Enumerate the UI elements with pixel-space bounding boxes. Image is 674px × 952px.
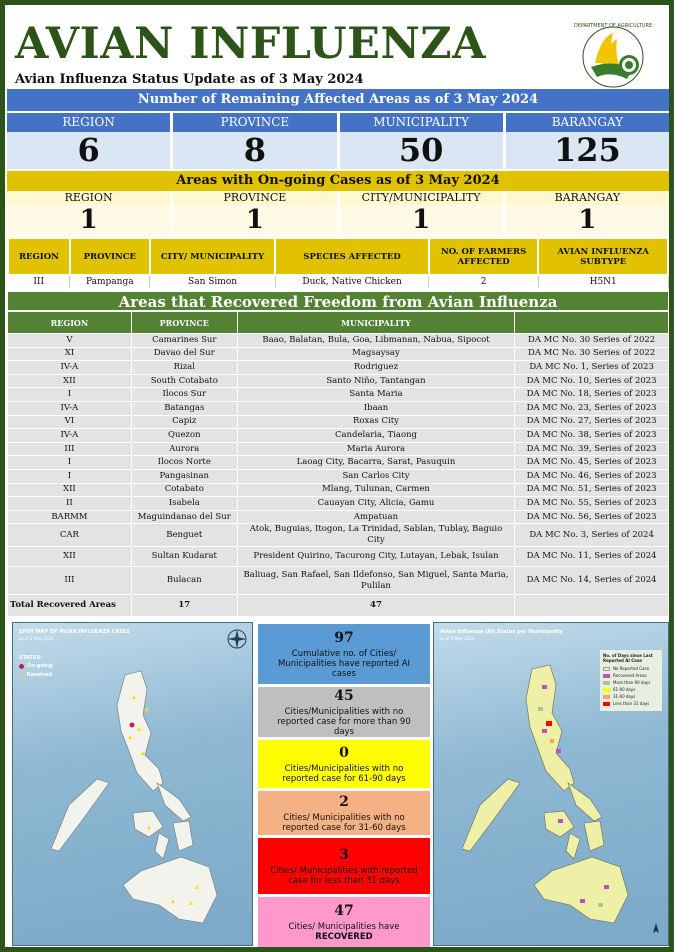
column-header: MUNICIPALITY	[237, 312, 515, 334]
recovered-title-part1: Areas	[118, 293, 166, 311]
summary-text: Cities/ Municipalities with reported case for less than 31 days	[270, 865, 418, 886]
legend-label: Less than 31 days	[613, 701, 650, 706]
total-province: 17	[131, 595, 237, 617]
stat-label: REGION	[7, 191, 170, 205]
summary-text: Cities/Municipalities with no reported case for more than 90 days	[277, 706, 411, 737]
legend-title: STATUS:	[19, 655, 43, 661]
stat-label: BARANGAY	[506, 113, 669, 132]
table-cell: DA MC No. 11, Series of 2024	[515, 547, 669, 567]
stat-value: 1	[506, 205, 669, 235]
summary-value: 45	[334, 687, 354, 704]
total-row	[8, 595, 669, 617]
legend-label: 61-90 days	[613, 687, 636, 692]
table-cell: Capiz	[131, 415, 237, 429]
table-row	[8, 456, 669, 470]
ongoing-region	[7, 191, 170, 235]
stat-value: 8	[173, 132, 336, 169]
table-cell: III	[8, 275, 70, 288]
stat-label: MUNICIPALITY	[340, 113, 503, 132]
table-cell: San Simon	[150, 275, 276, 288]
table-cell: II	[8, 497, 132, 511]
column-header: SPECIES AFFECTED	[275, 238, 428, 275]
map-date: as of 3 May 2024	[19, 636, 54, 641]
stat-label: PROVINCE	[173, 113, 336, 132]
summary-recovered	[258, 897, 430, 947]
table-cell: Baao, Balatan, Bula, Goa, Libmanan, Nabua, Sipocot	[237, 334, 515, 348]
column-header: PROVINCE	[131, 312, 237, 334]
remaining-municipality	[340, 113, 503, 169]
column-header: NO. OF FARMERS AFFECTED	[429, 238, 539, 275]
table-cell: Maria Aurora	[237, 442, 515, 456]
total-empty	[515, 595, 669, 617]
table-row	[8, 415, 669, 429]
table-cell: Cotabato	[131, 483, 237, 497]
summary-cumulative	[258, 624, 430, 684]
table-row	[8, 361, 669, 375]
table-cell: Maguindanao del Sur	[131, 510, 237, 524]
table-cell: DA MC No. 3, Series of 2024	[515, 524, 669, 547]
column-header: PROVINCE	[70, 238, 150, 275]
summary-value: 3	[339, 846, 349, 863]
stat-label: CITY/MUNICIPALITY	[340, 191, 503, 205]
table-row	[8, 497, 669, 511]
philippines-map	[13, 623, 253, 946]
page-subtitle: Avian Influenza Status Update as of 3 May 2024	[15, 72, 364, 87]
legend-label: 31-60 days	[613, 694, 636, 699]
remaining-areas-header: Number of Remaining Affected Areas as of 3 May 2024	[7, 89, 669, 111]
column-header: CITY/ MUNICIPALITY	[150, 238, 276, 275]
legend-label: On-going	[27, 663, 53, 669]
recovered-title-part2: that Recovered Freedom from Avian Influenza	[165, 293, 558, 311]
table-cell: DA MC No. 18, Series of 2023	[515, 388, 669, 402]
summary-text: Cumulative no. of Cities/ Municipalities have reported AI cases	[277, 648, 411, 679]
philippines-map	[434, 623, 669, 946]
legend-title: No. of Days since Last Reported AI Case	[603, 653, 653, 663]
table-cell: Batangas	[131, 401, 237, 415]
table-row	[8, 510, 669, 524]
table-cell: DA MC No. 14, Series of 2024	[515, 567, 669, 595]
summary-value: 2	[339, 793, 349, 810]
page	[5, 5, 669, 947]
table-cell: CAR	[8, 524, 132, 547]
ongoing-stats	[7, 191, 669, 235]
remaining-province	[173, 113, 336, 169]
map-date: as of 3 May 2024	[440, 636, 475, 641]
recovered-table-body	[8, 334, 669, 617]
summary-text: Cities/Municipalities with no reported case for 61-90 days	[282, 763, 406, 784]
stat-value: 1	[340, 205, 503, 235]
recovered-areas-header	[7, 291, 669, 311]
table-cell: DA MC No. 55, Series of 2023	[515, 497, 669, 511]
summary-text: Cities/ Municipalities have	[288, 921, 400, 932]
table-row	[8, 524, 669, 547]
table-row	[8, 374, 669, 388]
table-cell: H5N1	[538, 275, 668, 288]
table-cell: XII	[8, 483, 132, 497]
table-cell: Santa Maria	[237, 388, 515, 402]
ongoing-province	[173, 191, 336, 235]
table-cell: IV-A	[8, 361, 132, 375]
remaining-stats	[7, 113, 669, 169]
table-cell: DA MC No. 27, Series of 2023	[515, 415, 669, 429]
summary-less-31-days	[258, 838, 430, 894]
summary-value: 47	[334, 902, 354, 919]
north-arrow-icon	[653, 923, 659, 933]
summary-text: Cities/ Municipalities with no reported case for 31-60 days	[282, 812, 406, 833]
remaining-region	[7, 113, 170, 169]
table-cell: Cauayan City, Alicia, Gamu	[237, 497, 515, 511]
table-cell: Atok, Buguias, Itogon, La Trinidad, Sablan, Tublay, Baguio City	[237, 524, 515, 547]
legend-label: More than 90 days	[613, 680, 651, 685]
table-cell: III	[8, 442, 132, 456]
table-cell: DA MC No. 1, Series of 2023	[515, 361, 669, 375]
stat-label: PROVINCE	[173, 191, 336, 205]
table-cell: Magsaysay	[237, 347, 515, 361]
table-row	[8, 334, 669, 348]
table-cell: Isabela	[131, 497, 237, 511]
table-row	[8, 469, 669, 483]
column-header: AVIAN INFLUENZA SUBTYPE	[538, 238, 668, 275]
table-cell: Baliuag, San Rafael, San Ildefonso, San Miguel, Santa Maria, Pulilan	[237, 567, 515, 595]
legend-label: Resolved	[26, 671, 53, 678]
table-cell: President Quirino, Tacurong City, Lutayan, Lebak, Isulan	[237, 547, 515, 567]
column-header	[515, 312, 669, 334]
table-cell: 2	[429, 275, 539, 288]
summary-31-60-days	[258, 791, 430, 835]
table-cell: DA MC No. 46, Series of 2023	[515, 469, 669, 483]
table-cell: Quezon	[131, 429, 237, 443]
table-cell: I	[8, 469, 132, 483]
summary-value: 0	[339, 744, 349, 761]
status-per-municipality-map	[433, 622, 669, 946]
department-of-agriculture-logo	[567, 19, 659, 93]
table-cell: Roxas City	[237, 415, 515, 429]
table-cell: Pampanga	[70, 275, 150, 288]
total-label: Total Recovered Areas	[8, 595, 132, 617]
table-cell: DA MC No. 10, Series of 2023	[515, 374, 669, 388]
table-cell: Ibaan	[237, 401, 515, 415]
table-cell: DA MC No. 39, Series of 2023	[515, 442, 669, 456]
table-cell: Rizal	[131, 361, 237, 375]
table-cell: XII	[8, 547, 132, 567]
table-row	[8, 275, 668, 288]
ongoing-cases-header: Areas with On-going Cases as of 3 May 2024	[7, 171, 669, 191]
table-cell: Ilocos Norte	[131, 456, 237, 470]
table-row	[8, 442, 669, 456]
stat-label: BARANGAY	[506, 191, 669, 205]
table-cell: Candelaria, Tiaong	[237, 429, 515, 443]
table-cell: DA MC No. 56, Series of 2023	[515, 510, 669, 524]
resolved-triangle-icon: △	[19, 671, 24, 678]
table-cell: XI	[8, 347, 132, 361]
stat-value: 125	[506, 132, 669, 169]
stat-value: 6	[7, 132, 170, 169]
table-cell: I	[8, 456, 132, 470]
table-cell: South Cotabato	[131, 374, 237, 388]
total-municipality: 47	[237, 595, 515, 617]
ongoing-cases-table	[7, 237, 669, 288]
table-cell: XII	[8, 374, 132, 388]
stat-value: 1	[173, 205, 336, 235]
summary-61-90-days	[258, 740, 430, 788]
table-cell: DA MC No. 30 Series of 2022	[515, 334, 669, 348]
table-cell: III	[8, 567, 132, 595]
table-cell: IV-A	[8, 429, 132, 443]
table-row	[8, 567, 669, 595]
legend-label: No Reported Case	[613, 666, 650, 671]
summary-value: 97	[334, 629, 354, 646]
spot-map	[12, 622, 253, 946]
table-row	[8, 429, 669, 443]
table-cell: I	[8, 388, 132, 402]
stat-label: REGION	[7, 113, 170, 132]
table-cell: DA MC No. 45, Series of 2023	[515, 456, 669, 470]
table-cell: Rodriguez	[237, 361, 515, 375]
remaining-barangay	[506, 113, 669, 169]
table-cell: Camarines Sur	[131, 334, 237, 348]
table-cell: IV-A	[8, 401, 132, 415]
table-cell: V	[8, 334, 132, 348]
ongoing-city	[340, 191, 503, 235]
table-cell: DA MC No. 51, Series of 2023	[515, 483, 669, 497]
stat-value: 1	[7, 205, 170, 235]
table-row	[8, 388, 669, 402]
table-row	[8, 483, 669, 497]
table-cell: DA MC No. 23, Series of 2023	[515, 401, 669, 415]
table-cell: Bulacan	[131, 567, 237, 595]
table-cell: Benguet	[131, 524, 237, 547]
table-cell: DA MC No. 38, Series of 2023	[515, 429, 669, 443]
legend-label: Recovered Areas	[613, 673, 647, 678]
table-cell: Santo Niño, Tantangan	[237, 374, 515, 388]
table-cell: Duck, Native Chicken	[275, 275, 428, 288]
table-cell: Sultan Kudarat	[131, 547, 237, 567]
table-cell: Mlang, Tulunan, Carmen	[237, 483, 515, 497]
table-row	[8, 347, 669, 361]
column-header: REGION	[8, 238, 70, 275]
table-cell: Ampatuan	[237, 510, 515, 524]
page-title: AVIAN INFLUENZA	[15, 19, 487, 69]
table-cell: San Carlos City	[237, 469, 515, 483]
table-cell: DA MC No. 30 Series of 2022	[515, 347, 669, 361]
table-cell: VI	[8, 415, 132, 429]
summary-over-90-days	[258, 687, 430, 737]
map-title: SPOT MAP OF AVIAN INFLUENZA CASES	[19, 629, 130, 635]
table-cell: Davao del Sur	[131, 347, 237, 361]
logo-text: DEPARTMENT OF AGRICULTURE	[573, 23, 653, 29]
column-header: REGION	[8, 312, 132, 334]
table-row	[8, 401, 669, 415]
table-row	[8, 547, 669, 567]
summary-text-bold: RECOVERED	[315, 931, 373, 942]
stat-value: 50	[340, 132, 503, 169]
ongoing-barangay	[506, 191, 669, 235]
map-title: Avian Influenza (AI) Status per Municipality	[440, 629, 563, 635]
table-cell: Laoag City, Bacarra, Sarat, Pasuquin	[237, 456, 515, 470]
table-cell: Aurora	[131, 442, 237, 456]
recovered-areas-table	[7, 311, 669, 617]
table-cell: Pangasinan	[131, 469, 237, 483]
table-cell: BARMM	[8, 510, 132, 524]
table-cell: Ilocos Sur	[131, 388, 237, 402]
